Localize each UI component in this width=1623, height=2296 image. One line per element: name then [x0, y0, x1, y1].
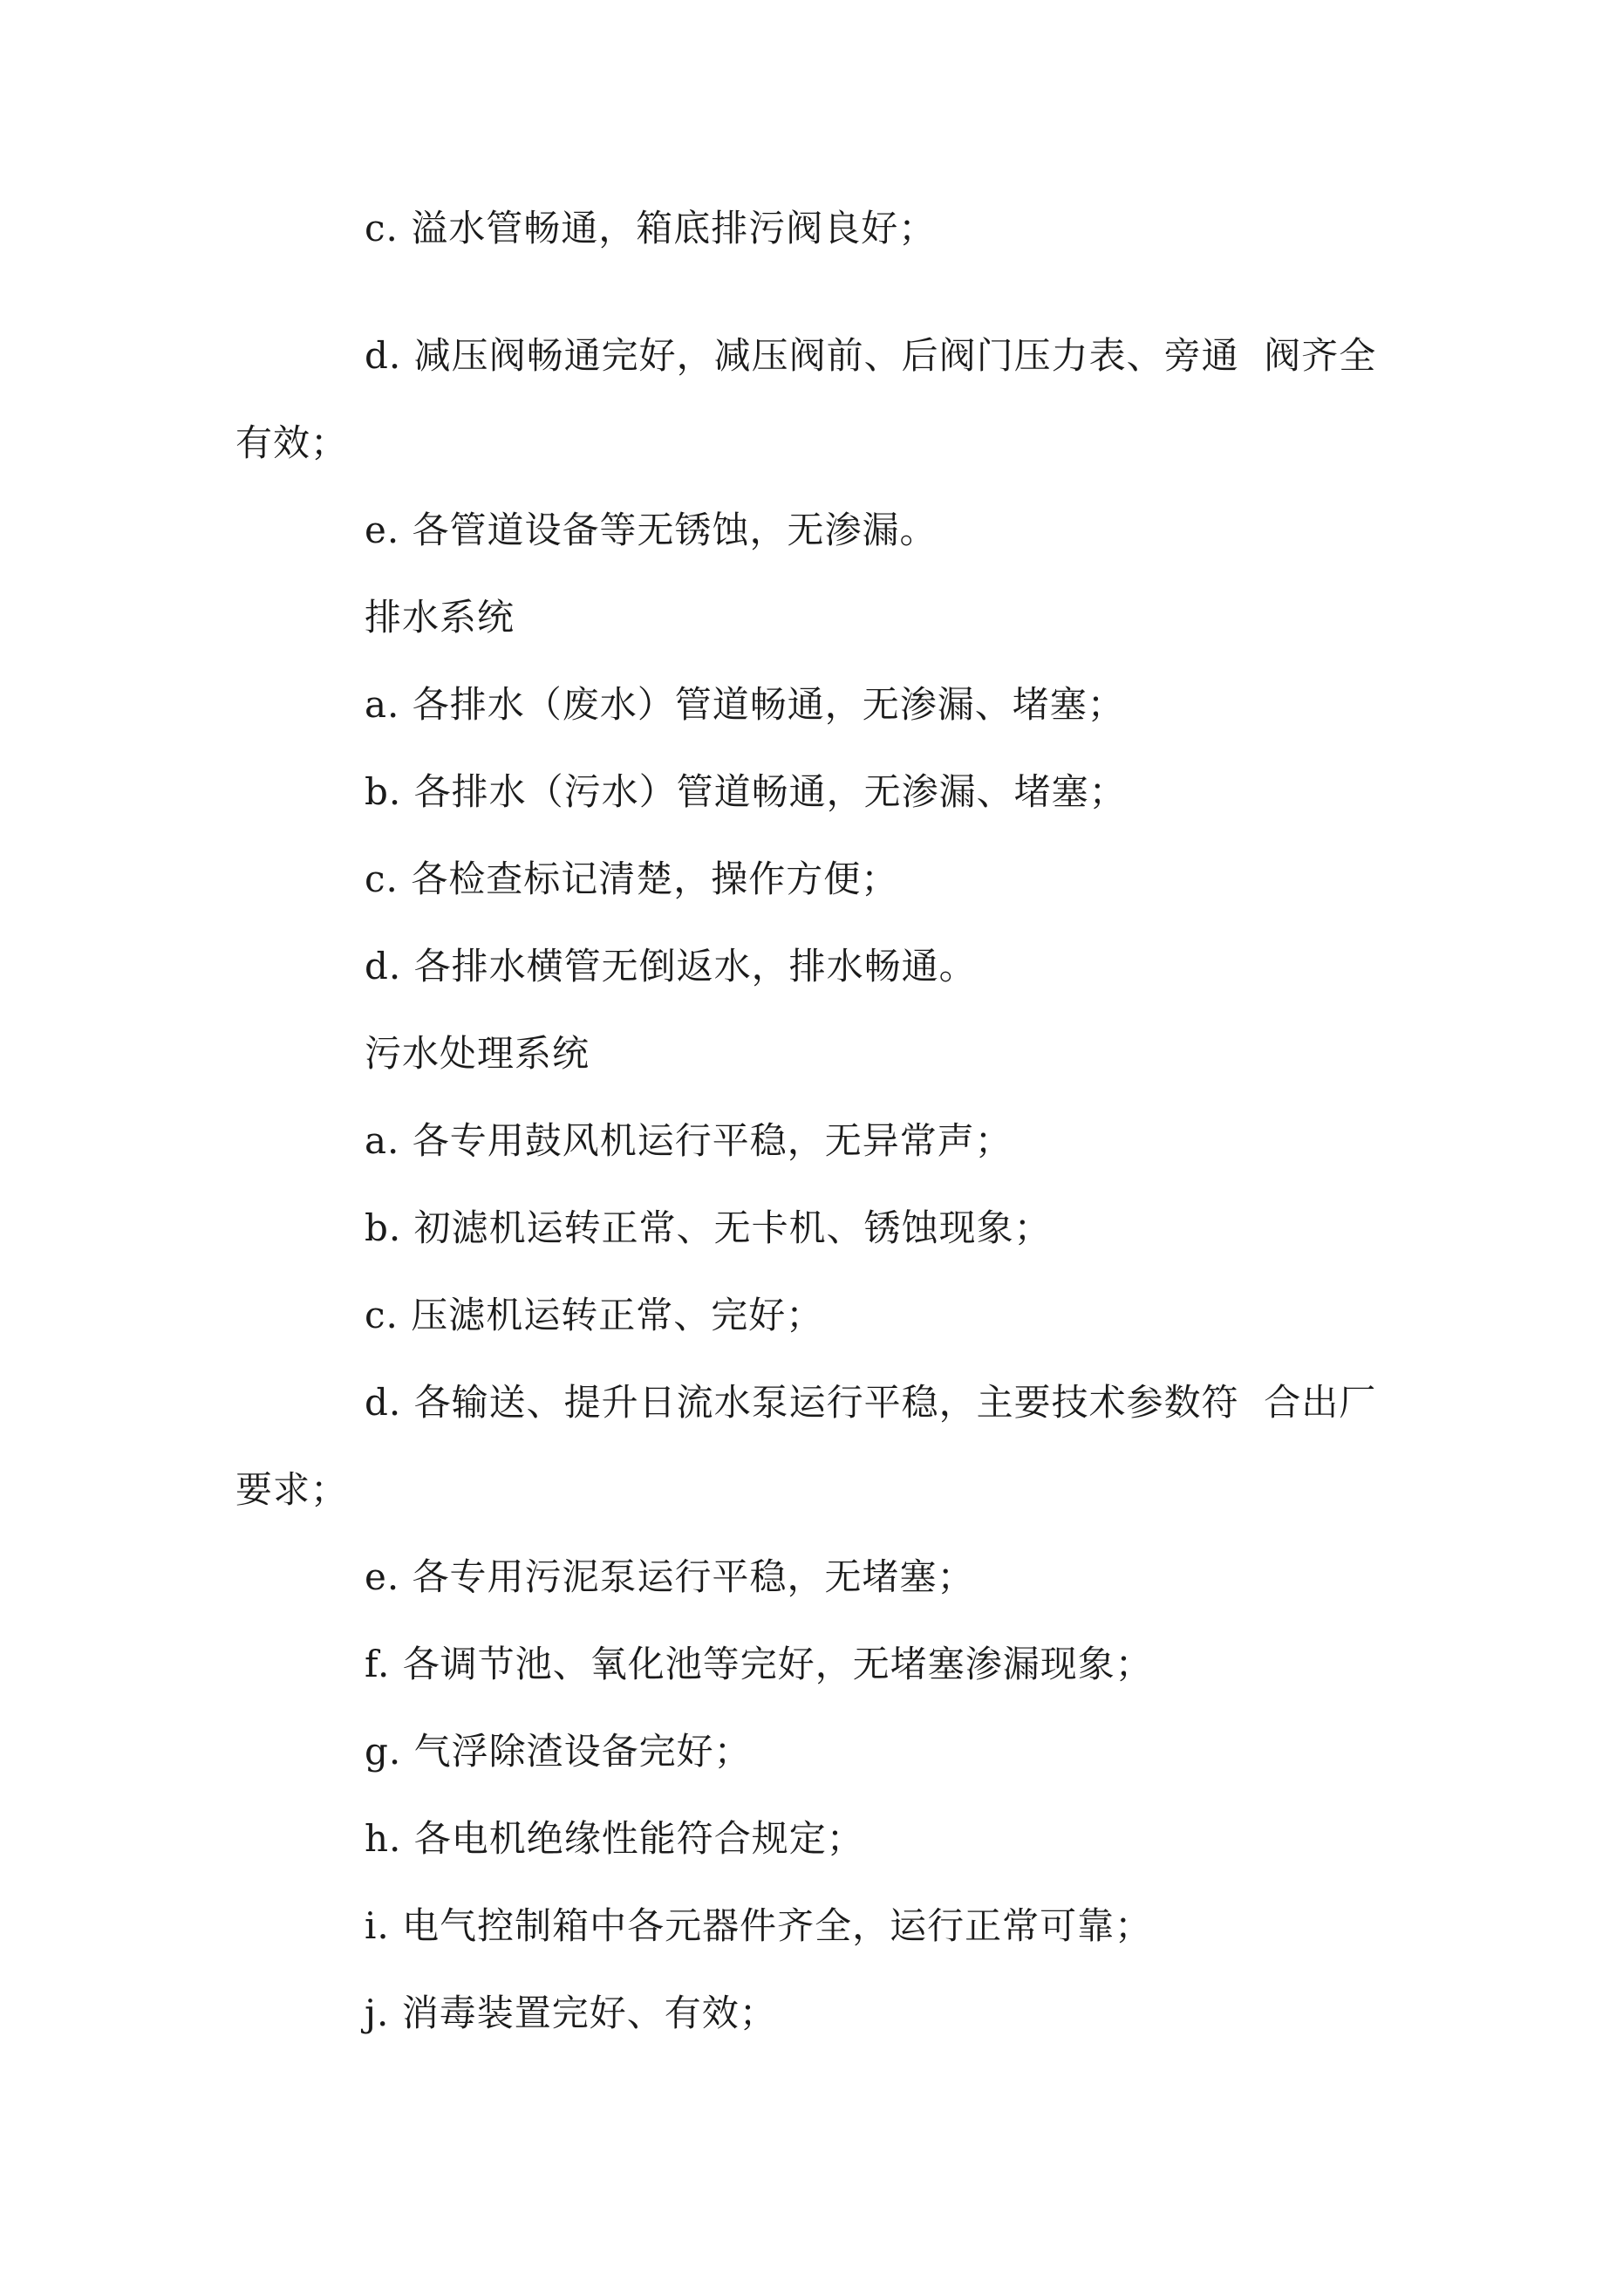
item-e-pipe-equipment: e. 各管道设备等无锈蚀，无渗漏。: [365, 509, 938, 551]
item-h-motor-insulation: h. 各电机绝缘性能符合规定；: [365, 1817, 864, 1860]
item-d-pressure-valve: d. 减压阀畅通完好，减压阀前、后阀门压力表、旁通 阀齐全: [365, 334, 1377, 377]
section-heading-sewage-treatment: 污水处理系统: [365, 1032, 590, 1075]
item-b-primary-filter: b. 初滤机运转正常、无卡机、锈蚀现象；: [365, 1206, 1052, 1249]
item-d-pumps: d. 各输送、提升日流水泵运行平稳，主要技术参数符 合出厂: [365, 1381, 1377, 1424]
item-g-flotation: g. 气浮除渣设备完好；: [365, 1730, 752, 1773]
item-a-blower: a. 各专用鼓风机运行平稳，无异常声；: [365, 1119, 1013, 1162]
item-e-sludge-pump: e. 各专用污泥泵运行平稳，无堵塞；: [365, 1555, 975, 1598]
item-d-pumps-cont: 要求；: [235, 1468, 349, 1511]
item-c-inspection-marks: c. 各检查标记清楚，操作方便；: [365, 858, 899, 900]
item-b-sewage-pipe: b. 各排水（污水）管道畅通，无渗漏、堵塞；: [365, 770, 1127, 813]
section-heading-drainage: 排水系统: [365, 596, 515, 639]
item-i-control-box: i. 电气控制箱中各元器件齐全，运行正常可靠；: [365, 1904, 1153, 1947]
item-c-overflow-pipe: c. 溢水管畅通，箱底排污阀良好；: [365, 207, 937, 249]
item-d-pressure-valve-cont: 有效；: [235, 421, 349, 464]
item-f-tanks: f. 各调节池、氧化池等完好，无堵塞渗漏现象；: [365, 1643, 1153, 1685]
item-c-filter-press: c. 压滤机运转正常、完好；: [365, 1294, 824, 1336]
item-a-waste-water-pipe: a. 各排水（废水）管道畅通，无渗漏、堵塞；: [365, 683, 1125, 726]
item-d-horizontal-drain: d. 各排水横管无倒返水，排水畅通。: [365, 945, 977, 987]
item-j-disinfection: j. 消毒装置完好、有效；: [365, 1992, 777, 2034]
